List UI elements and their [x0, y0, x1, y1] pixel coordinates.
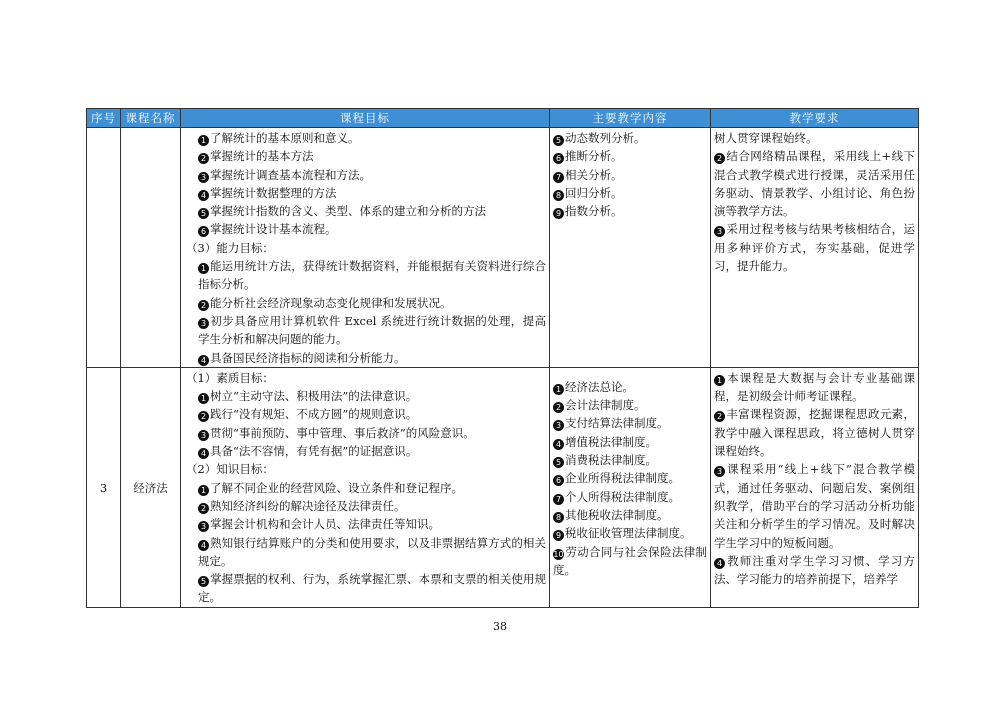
goal-item [184, 129, 546, 147]
content-item [553, 506, 707, 524]
header-index: 序号 [87, 109, 121, 128]
table-row [87, 367, 919, 607]
table-header-row [87, 109, 919, 128]
goal-item-text: 树立“主动守法、积极用法”的法律意识。 [210, 389, 418, 404]
circled-number-icon: 8 [553, 512, 564, 523]
circled-number-icon: 2 [198, 153, 209, 164]
content-item-text: 劳动合同与社会保险法律制度。 [553, 544, 707, 577]
requirement-item-text: 丰富课程资源，挖掘课程思政元素，教学中融入课程思政，将立德树人贯穿课程始终。 [714, 407, 915, 459]
circled-number-icon: 3 [198, 430, 209, 441]
circled-number-icon: 4 [714, 558, 725, 569]
goal-item [184, 497, 546, 515]
content-item-text: 税收征收管理法律制度。 [565, 526, 692, 541]
goal-item [184, 479, 546, 497]
circled-number-icon: 1 [714, 375, 725, 386]
cell-course-name [121, 128, 181, 368]
requirement-item [714, 405, 915, 460]
goal-item-text: 具备“法不容情，有凭有据”的证据意识。 [210, 444, 418, 459]
requirement-item [714, 552, 915, 589]
goal-item-text: 能分析社会经济现象动态变化规律和发展状况。 [210, 295, 452, 310]
goal-item [184, 239, 546, 257]
content-item [553, 202, 707, 220]
goal-item-text: 掌握统计设计基本流程。 [210, 222, 337, 237]
course-table [86, 108, 919, 608]
circled-number-icon: 2 [553, 402, 564, 413]
goal-item-text: 掌握统计数据整理的方法 [210, 185, 337, 200]
circled-number-icon: 5 [553, 457, 564, 468]
circled-number-icon: 8 [553, 190, 564, 201]
content-item-text: 会计法律制度。 [565, 398, 646, 413]
goal-item-text: 了解不同企业的经营风险、设立条件和登记程序。 [210, 480, 463, 495]
circled-number-icon: 6 [553, 153, 564, 164]
circled-number-icon: 3 [198, 521, 209, 532]
requirement-item-text: 课程采用“线上+线下”混合教学模式，通过任务驱动、问题启发、案例组织教学，借助平台的学习活动分析功能关注和分析学生的学习情况。及时解决学生学习中的短板问题。 [714, 462, 915, 550]
cell-course-name: 经济法 [121, 367, 181, 607]
circled-number-icon: 9 [553, 530, 564, 541]
goal-item [184, 147, 546, 165]
goal-item-text: 践行“没有规矩、不成方圆”的规则意识。 [210, 407, 418, 422]
circled-number-icon: 1 [198, 393, 209, 404]
circled-number-icon: 1 [198, 135, 209, 146]
circled-number-icon: 3 [553, 420, 564, 431]
goal-item [184, 184, 546, 202]
goal-item-text: （3）能力目标： [186, 240, 274, 255]
goal-item-text: 贯彻“事前预防、事中管理、事后救济”的风险意识。 [210, 425, 475, 440]
content-item-text: 相关分析。 [565, 167, 623, 182]
requirement-item-text: 结合网络精品课程，采用线上+线下混合式教学模式进行授课，灵活采用任务驱动、情景教学、小组讨论、角色扮演等教学方法。 [714, 149, 915, 219]
goal-item [184, 369, 546, 387]
content-item-text: 个人所得税法律制度。 [565, 489, 680, 504]
content-item [553, 488, 707, 506]
goal-item-text: （1）素质目标： [186, 370, 274, 385]
content-item [553, 469, 707, 487]
goal-item [184, 534, 546, 571]
content-item [553, 543, 707, 580]
goal-item [184, 312, 546, 349]
circled-number-icon: 6 [198, 226, 209, 237]
content-item [553, 378, 707, 396]
goal-item [184, 460, 546, 478]
content-item-text: 增值税法律制度。 [565, 434, 657, 449]
page-number: 38 [493, 620, 507, 633]
goal-item [184, 257, 546, 294]
content-item [553, 524, 707, 542]
requirement-item-text: 树人贯穿课程始终。 [714, 131, 818, 145]
goal-item-text: 掌握统计指数的含义、类型、体系的建立和分析的方法 [210, 204, 486, 219]
goal-item-text: 能运用统计方法，获得统计数据资料，并能根据有关资料进行综合指标分析。 [198, 259, 546, 292]
content-item-text: 回归分析。 [565, 185, 623, 200]
goal-item [184, 515, 546, 533]
cell-index [87, 128, 121, 368]
goal-item-text: 掌握会计机构和会计人员、法律责任等知识。 [210, 517, 440, 532]
circled-number-icon: 9 [553, 208, 564, 219]
goal-item-text: 了解统计的基本原则和意义。 [210, 131, 360, 145]
requirement-item-text: 教师注重对学生学习习惯、学习方法、学习能力的培养前提下，培养学 [714, 553, 915, 587]
circled-number-icon: 2 [198, 503, 209, 514]
circled-number-icon: 7 [553, 494, 564, 505]
circled-number-icon: 4 [198, 448, 209, 459]
circled-number-icon: 10 [553, 549, 564, 559]
content-item-text: 动态数列分析。 [565, 131, 646, 145]
content-item-text: 经济法总论。 [565, 379, 634, 394]
cell-course-goals [181, 367, 550, 607]
requirement-item [714, 220, 915, 275]
requirement-item-text: 本课程是大数据与会计专业基础课程，是初级会计师考证课程。 [714, 370, 915, 404]
requirement-item [714, 129, 915, 147]
circled-number-icon: 3 [714, 466, 725, 477]
goal-item-text: 熟知银行结算账户的分类和使用要求，以及非票据结算方式的相关规定。 [198, 535, 546, 568]
goal-item-text: 掌握统计的基本方法 [210, 149, 314, 164]
table-row [87, 128, 919, 368]
header-main-content: 主要教学内容 [550, 109, 711, 128]
goal-item [184, 570, 546, 607]
requirement-item [714, 369, 915, 406]
content-item [553, 147, 707, 165]
cell-course-goals [181, 128, 550, 368]
circled-number-icon: 4 [198, 540, 209, 551]
cell-main-content [550, 128, 711, 368]
cell-index: 3 [87, 367, 121, 607]
circled-number-icon: 2 [714, 411, 725, 422]
requirement-item [714, 147, 915, 220]
goal-item [184, 166, 546, 184]
header-course-goals: 课程目标 [181, 109, 550, 128]
content-item-text: 其他税收法律制度。 [565, 507, 669, 522]
goal-item [184, 387, 546, 405]
circled-number-icon: 2 [198, 300, 209, 311]
circled-number-icon: 4 [553, 439, 564, 450]
content-item [553, 166, 707, 184]
goal-item [184, 202, 546, 220]
circled-number-icon: 6 [553, 475, 564, 486]
circled-number-icon: 7 [553, 172, 564, 183]
goal-item [184, 294, 546, 312]
content-item [553, 396, 707, 414]
requirement-item [714, 460, 915, 551]
goal-item [184, 349, 546, 367]
goal-item-text: 掌握统计调查基本流程和方法。 [210, 167, 371, 182]
circled-number-icon: 1 [553, 384, 564, 395]
circled-number-icon: 1 [198, 485, 209, 496]
circled-number-icon: 2 [198, 411, 209, 422]
cell-requirements [711, 128, 919, 368]
cell-requirements [711, 367, 919, 607]
content-item-text: 指数分析。 [565, 204, 623, 219]
content-item-text: 消费税法律制度。 [565, 453, 657, 468]
content-item [553, 433, 707, 451]
content-item-text: 推断分析。 [565, 149, 623, 164]
circled-number-icon: 4 [198, 190, 209, 201]
header-requirements: 教学要求 [711, 109, 919, 128]
goal-item [184, 220, 546, 238]
content-item [553, 451, 707, 469]
goal-item [184, 424, 546, 442]
circled-number-icon: 5 [198, 208, 209, 219]
goal-item-text: 掌握票据的权利、行为，系统掌握汇票、本票和支票的相关使用规定。 [198, 572, 546, 605]
circled-number-icon: 5 [198, 576, 209, 587]
goal-item-text: 具备国民经济指标的阅读和分析能力。 [210, 350, 406, 365]
header-course-name: 课程名称 [121, 109, 181, 128]
goal-item-text: （2）知识目标： [186, 462, 274, 477]
circled-number-icon: 2 [714, 153, 725, 164]
circled-number-icon: 3 [198, 172, 209, 183]
goal-item [184, 405, 546, 423]
circled-number-icon: 3 [198, 318, 209, 329]
content-item [553, 414, 707, 432]
content-item [553, 129, 707, 147]
goal-item [184, 442, 546, 460]
cell-main-content [550, 367, 711, 607]
circled-number-icon: 5 [553, 135, 564, 146]
goal-item-text: 初步具备应用计算机软件 Excel 系统进行统计数据的处理，提高学生分析和解决问题的能力。 [198, 313, 546, 347]
goal-item-text: 熟知经济纠纷的解决途径及法律责任。 [210, 498, 406, 513]
circled-number-icon: 3 [714, 226, 725, 237]
content-item [553, 184, 707, 202]
requirement-item-text: 采用过程考核与结果考核相结合，运用多种评价方式，夯实基础，促进学习，提升能力。 [714, 222, 915, 274]
content-item-text: 企业所得税法律制度。 [565, 471, 680, 486]
circled-number-icon: 1 [198, 263, 209, 274]
content-item-text: 支付结算法律制度。 [565, 416, 669, 431]
circled-number-icon: 4 [198, 355, 209, 366]
